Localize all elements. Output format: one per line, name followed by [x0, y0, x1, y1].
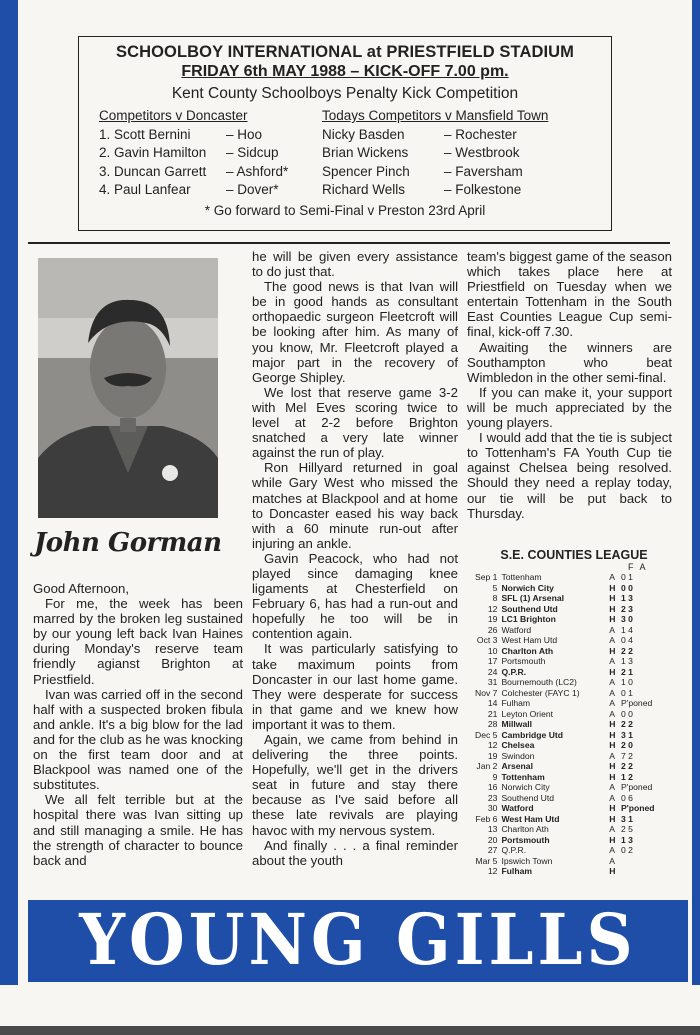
fixture-date: 5	[492, 582, 498, 593]
competitor-town: – Faversham	[444, 163, 523, 179]
paragraph: We lost that reserve game 3-2 with Mel Eves scoring twice to level at 2-2 before Brighton snatched a very late winner against the run of play.	[252, 384, 458, 461]
fixture-venue: H	[609, 582, 616, 593]
competitor-row	[99, 163, 318, 182]
manager-photo	[38, 258, 218, 518]
competitor-town: – Sidcup	[226, 145, 279, 160]
fixture-venue: H	[609, 603, 616, 614]
fixture-row	[470, 625, 670, 636]
fixture-row	[470, 814, 670, 825]
fixture-row	[470, 793, 670, 804]
competitor-town: – Westbrook	[444, 145, 520, 160]
fixture-result: 1 4	[621, 624, 633, 635]
fixture-row	[470, 751, 670, 762]
notice-footnote: * Go forward to Semi-Final v Preston 23rd April	[204, 202, 486, 218]
fixture-date: 26	[487, 624, 498, 635]
fixture-result: P'poned	[621, 803, 655, 813]
fixture-result: 1 3	[621, 593, 633, 603]
fixture-row	[470, 824, 670, 835]
fixture-result	[621, 856, 670, 867]
fixture-opponent: Chelsea	[501, 740, 535, 750]
fixture-venue: A	[609, 687, 615, 698]
fixture-opponent: Q.P.R.	[501, 845, 527, 855]
fixture-result: 0 1	[621, 572, 633, 582]
fixture-date: Mar 5	[475, 855, 498, 866]
paragraph: Gavin Peacock, who had not played since damaging knee ligaments at Chesterfield on February 6, has had a run-out and hopefully he too will be in contention again.	[252, 550, 458, 642]
notice-competition: Kent County Schoolboys Penalty Kick Competition	[171, 85, 519, 102]
fixture-result: P'poned	[621, 698, 653, 708]
competitor-town: – Hoo	[226, 126, 263, 142]
paragraph: For me, the week has been marred by the broken leg sustained by our young left back Ivan Haines during Monday's reserve team friendly agianst Brighton at Priestfield.	[33, 596, 243, 687]
fixture-result: 2 1	[621, 666, 633, 677]
fixture-opponent: LC1 Brighton	[501, 614, 556, 624]
fixture-date: 8	[492, 593, 498, 603]
fixture-venue: H	[609, 740, 616, 750]
fixture-opponent: Swindon	[501, 750, 535, 761]
competitor-town: – Folkestone	[444, 182, 522, 197]
fixture-venue: A	[609, 782, 615, 792]
fixture-opponent: Portsmouth	[501, 834, 550, 845]
fixture-date: Dec 5	[474, 729, 498, 740]
fixture-result: 2 2	[621, 719, 633, 729]
notice-columns	[85, 107, 605, 200]
competitor-name: Nicky Basden	[322, 126, 405, 142]
fixture-row	[470, 593, 670, 604]
paragraph: If you can make it, your support will be much appreciated by the young players.	[467, 384, 672, 431]
fixture-venue: A	[609, 750, 615, 761]
fixture-row	[470, 845, 670, 856]
fixture-opponent: Colchester (FAYC 1)	[501, 687, 580, 698]
competitor-name: Brian Wickens	[322, 145, 409, 160]
paragraph: Good Afternoon,	[33, 581, 130, 596]
fixture-date: 27	[487, 845, 498, 855]
fixture-row	[470, 856, 670, 867]
fixture-row	[470, 688, 670, 699]
fixture-date: 12	[487, 866, 498, 876]
fixture-row	[470, 635, 670, 646]
competitor-name: 2. Gavin Hamilton	[99, 145, 207, 160]
fixture-row	[470, 835, 670, 846]
fixture-date: 24	[487, 666, 498, 677]
fixture-row	[470, 719, 670, 730]
paragraph: The good news is that Ivan will be in good hands as consultant orthopaedic surgeon Fleetcroft will be looking after him. As many of you know, Mr. Fleetcroft played a major part in the recovery of George Shipley.	[252, 279, 458, 385]
fixture-venue: H	[609, 719, 616, 729]
fixture-opponent: Southend Utd	[501, 603, 558, 614]
paragraph: he will be given every assistance to do just that.	[252, 249, 458, 280]
competitor-row	[99, 144, 318, 163]
fixture-opponent: Cambridge Utd	[501, 729, 564, 740]
fixture-row	[470, 803, 670, 814]
fixture-row	[470, 677, 670, 688]
fixture-row	[470, 667, 670, 678]
fixture-row	[470, 709, 670, 720]
fixture-date: 31	[487, 677, 498, 687]
paragraph: And finally . . . a final reminder about the youth	[252, 837, 458, 868]
competitor-town: – Ashford*	[226, 163, 289, 179]
fixture-opponent: Portsmouth	[501, 656, 546, 666]
fixture-date: 30	[487, 803, 498, 813]
young-gills-banner	[28, 900, 688, 982]
competitor-row	[322, 144, 603, 163]
fixture-result: 1 3	[621, 656, 633, 666]
fixture-venue: H	[609, 729, 616, 740]
fixture-result: 0 0	[621, 582, 633, 593]
fixture-row	[470, 656, 670, 667]
fixture-date: 23	[487, 792, 498, 803]
fixture-opponent: Norwich City	[501, 782, 550, 792]
fixture-opponent: Southend Utd	[501, 792, 554, 803]
fixture-date: 19	[487, 614, 498, 624]
fixture-date: Jan 2	[476, 761, 498, 771]
notice-date: FRIDAY 6th MAY 1988 – KICK-OFF 7.00 pm.	[181, 63, 509, 80]
fixture-venue: A	[609, 824, 615, 834]
fixture-venue: A	[609, 624, 615, 635]
paragraph: team's biggest game of the season which takes place here at Priestfield on Tuesday when we entertain Tottenham in the South East Counties League Cup semi-final, kick-off 7.30.	[467, 249, 672, 340]
league-title: S.E. COUNTIES LEAGUE	[500, 548, 648, 562]
fixture-venue: H	[609, 761, 616, 771]
left-blue-border	[0, 0, 18, 985]
fixture-venue: H	[609, 593, 616, 603]
fixture-date: 12	[487, 603, 498, 614]
fixture-venue: H	[609, 813, 616, 824]
fixture-result: 0 0	[621, 708, 633, 719]
article-column-1	[33, 581, 243, 868]
fixture-result: 0 6	[621, 792, 633, 803]
fixture-venue: H	[609, 614, 616, 624]
fixture-opponent: Tottenham	[501, 771, 545, 782]
league-fixtures-table	[470, 548, 670, 877]
paragraph: Again, we came from behind in delivering the three points. Hopefully, we'll get in the drivers seat in future and stay there because as I've said before all these late revivals are playing havoc with my nervous system.	[252, 732, 458, 838]
fixture-date: 14	[487, 698, 498, 708]
fixture-venue: A	[609, 656, 615, 666]
fixture-opponent: Arsenal	[501, 761, 533, 771]
fixture-venue: A	[609, 855, 615, 866]
fixture-opponent: SFL (1) Arsenal	[501, 593, 564, 603]
fixture-opponent: Tottenham	[501, 572, 542, 582]
fixture-venue: H	[609, 834, 616, 845]
fixture-result: 2 5	[621, 824, 633, 834]
competitor-town: – Rochester	[444, 126, 517, 142]
fixture-date: Oct 3	[476, 635, 498, 645]
notice-title: SCHOOLBOY INTERNATIONAL at PRIESTFIELD STADIUM	[115, 43, 575, 61]
fixture-row	[470, 646, 670, 657]
competitor-name: 3. Duncan Garrett	[99, 163, 207, 179]
fixture-venue: H	[609, 666, 616, 677]
fixture-result: 2 3	[621, 603, 633, 614]
league-fa-header: F A	[628, 562, 648, 572]
fixture-date: 16	[487, 782, 498, 792]
fixture-row	[470, 740, 670, 751]
fixture-date: 10	[487, 645, 498, 656]
fixture-venue: H	[609, 645, 616, 656]
fixture-row	[470, 730, 670, 741]
banner-title: YOUNG GILLS	[79, 899, 637, 982]
fixture-row	[470, 614, 670, 625]
competitors-mansfield-heading: Todays Competitors v Mansfield Town	[322, 108, 549, 123]
fixture-result: 0 1	[621, 687, 633, 698]
fixture-venue: A	[609, 698, 615, 708]
fixture-date: 17	[487, 656, 498, 666]
fixture-row	[470, 698, 670, 709]
fixture-result: 2 2	[621, 761, 633, 771]
fixture-result: 0 4	[621, 635, 633, 645]
fixture-date: Feb 6	[475, 813, 498, 824]
fixture-date: Nov 7	[474, 687, 498, 698]
fixture-venue: H	[609, 803, 616, 813]
fixture-row	[470, 782, 670, 793]
paragraph: We all felt terrible but at the hospital there was Ivan sitting up and still managing a smile. He has the strength of character to bounce back and	[33, 792, 243, 868]
fixture-opponent: Ipswich Town	[501, 855, 553, 866]
fixture-opponent: Watford	[501, 624, 532, 635]
competitor-name: 4. Paul Lanfear	[99, 182, 191, 197]
fixture-venue: A	[609, 845, 615, 855]
manager-photo-image	[38, 258, 218, 518]
fixture-row	[470, 604, 670, 615]
fixture-opponent: Watford	[501, 803, 534, 813]
fixture-row	[470, 772, 670, 783]
fixture-venue: A	[609, 635, 615, 645]
competitors-doncaster	[85, 107, 318, 200]
fixture-date: 9	[492, 771, 498, 782]
fixture-opponent: Millwall	[501, 719, 532, 729]
paragraph: I would add that the tie is subject to Tottenham's FA Youth Cup tie against Chelsea being resolved. Should they need a replay today, our tie will be put back to Thursday.	[467, 430, 672, 521]
fixture-result: 3 0	[621, 614, 633, 624]
fixture-venue: H	[609, 866, 616, 876]
fixture-result: 0 2	[621, 845, 633, 855]
league-rows	[470, 572, 670, 877]
article-column-2	[252, 249, 458, 868]
fixture-opponent: Charlton Ath	[501, 645, 554, 656]
fixture-opponent: Fulham	[501, 866, 532, 876]
fixture-opponent: West Ham Utd	[501, 635, 558, 645]
fixture-result: 1 0	[621, 677, 633, 687]
fixture-venue: A	[609, 572, 615, 582]
competitor-row	[99, 181, 318, 200]
fixture-opponent: Charlton Ath	[501, 824, 549, 834]
competitor-row	[99, 126, 318, 145]
fixture-date: 19	[487, 750, 498, 761]
fixture-date: 13	[487, 824, 498, 834]
fixture-venue: H	[609, 771, 616, 782]
competitor-name: Richard Wells	[322, 182, 406, 197]
fixture-result	[621, 866, 670, 877]
fixture-row	[470, 572, 670, 583]
competitors-doncaster-heading: Competitors v Doncaster	[99, 108, 248, 123]
manager-signature: John Gorman	[34, 528, 222, 558]
competitor-row	[322, 126, 603, 145]
fixture-venue: A	[609, 708, 615, 719]
fixture-date: Sep 1	[474, 572, 498, 582]
competitor-name: 1. Scott Bernini	[99, 126, 191, 142]
section-divider	[28, 242, 670, 244]
fixture-venue: A	[609, 677, 615, 687]
fixture-row	[470, 866, 670, 877]
paragraph: Ron Hillyard returned in goal while Gary West who missed the matches at Blackpool and at home to Doncaster eased his way back with a 60 minute run-out after injuring an ankle.	[252, 460, 458, 551]
paragraph: It was particularly satisfying to take maximum points from Doncaster in our last home game. They were desperate for success in that game and we knew how important it was to them.	[252, 641, 458, 732]
fixture-date: 28	[487, 719, 498, 729]
fixture-date: 20	[487, 834, 498, 845]
fixture-result: 2 0	[621, 740, 633, 750]
right-blue-border	[692, 0, 700, 985]
fixture-result: 3 1	[621, 729, 633, 740]
fixture-date: 12	[487, 740, 498, 750]
scan-edge	[0, 1026, 700, 1035]
fixture-opponent: Bournemouth (LC2)	[501, 677, 577, 687]
notice-box	[78, 36, 612, 231]
fixture-result: 3 1	[621, 813, 633, 824]
fixture-row	[470, 583, 670, 594]
competitor-row	[322, 181, 603, 200]
paragraph: Awaiting the winners are Southampton who beat Wimbledon in the other semi-final.	[467, 339, 672, 385]
fixture-opponent: Q.P.R.	[501, 666, 527, 677]
fixture-result: 1 2	[621, 771, 633, 782]
fixture-opponent: West Ham Utd	[501, 813, 560, 824]
competitor-name: Spencer Pinch	[322, 163, 410, 179]
fixture-result: 1 3	[621, 834, 633, 845]
competitor-row	[322, 163, 603, 182]
paragraph: Ivan was carried off in the second half with a suspected broken fibula and ankle. It's a big blow for the lad and for the club as he was knocking on the first team door and at Blackpool was named one of the substitutes.	[33, 686, 243, 793]
fixture-row	[470, 761, 670, 772]
fixture-opponent: Norwich City	[501, 582, 554, 593]
fixture-result: 7 2	[621, 750, 633, 761]
fixture-opponent: Leyton Orient	[501, 708, 554, 719]
competitor-town: – Dover*	[226, 182, 279, 197]
competitors-mansfield	[318, 107, 603, 200]
fixture-date: 21	[487, 708, 498, 719]
fixture-result: 2 2	[621, 645, 633, 656]
fixture-opponent: Fulham	[501, 698, 531, 708]
fixture-venue: A	[609, 792, 615, 803]
article-column-3	[467, 249, 672, 521]
fixture-result: P'poned	[621, 782, 653, 792]
